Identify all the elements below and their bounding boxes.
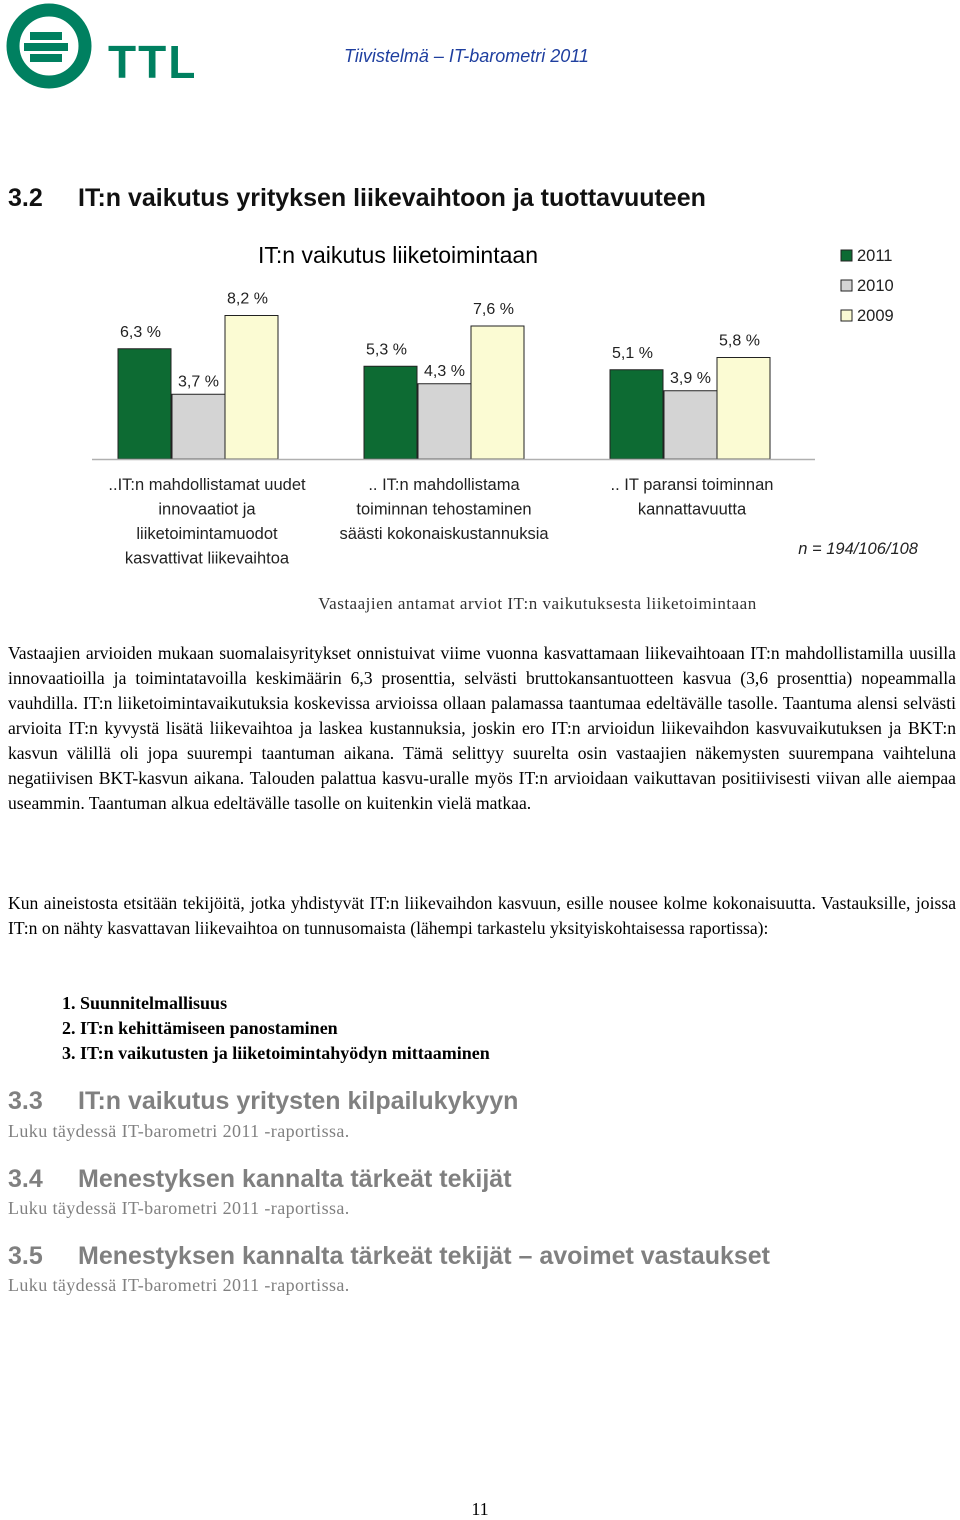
chart-bar — [172, 394, 225, 459]
section-title: IT:n vaikutus yrityksen liikevaihtoon ja tuottavuuteen — [78, 184, 706, 212]
section-3-3-note: Luku täydessä IT-barometri 2011 -raportissa. — [8, 1121, 350, 1141]
section-3-2-heading — [8, 184, 706, 213]
category-label: kasvattivat liikevaihtoa — [124, 549, 290, 568]
logo-text: TTL — [108, 36, 194, 88]
list-item: 1. Suunnitelmallisuus — [62, 993, 228, 1013]
chart-bar — [717, 358, 770, 460]
section-number: 3.2 — [8, 184, 43, 212]
header-title: Tiivistelmä – IT-barometri 2011 — [344, 46, 589, 66]
chart-bar — [418, 384, 471, 459]
category-label: säästi kokonaiskustannuksia — [339, 525, 549, 543]
chart-bar — [471, 326, 524, 459]
section-number: 3.4 — [8, 1165, 43, 1193]
section-number: 3.3 — [8, 1087, 43, 1115]
legend-swatch — [841, 250, 852, 261]
bar-value-label: 4,3 % — [424, 362, 465, 380]
section-title: IT:n vaikutus yritysten kilpailukykyyn — [78, 1087, 519, 1115]
chart-caption: Vastaajien antamat arviot IT:n vaikutuksesta liiketoimintaan — [318, 594, 757, 613]
bar-value-label: 3,9 % — [670, 369, 711, 387]
section-3-3-heading — [8, 1087, 518, 1116]
category-label: kannattavuutta — [637, 500, 747, 519]
list-item: 3. IT:n vaikutusten ja liiketoimintahyödyn mittaaminen — [62, 1043, 490, 1063]
list-item: 2. IT:n kehittämiseen panostaminen — [62, 1018, 338, 1038]
bar-value-label: 5,8 % — [719, 332, 760, 350]
legend-swatch — [841, 310, 852, 321]
bar-value-label: 6,3 % — [120, 323, 161, 341]
chart-bar — [118, 349, 171, 459]
factor-list — [62, 991, 490, 1066]
category-label: .. IT paransi toiminnan — [610, 476, 774, 494]
chart-title: IT:n vaikutus liiketoimintaan — [258, 242, 538, 268]
section-3-4-note: Luku täydessä IT-barometri 2011 -raportissa. — [8, 1198, 350, 1218]
legend-swatch — [841, 280, 852, 291]
category-label: liiketoimintamuodot — [136, 525, 278, 543]
legend-label: 2009 — [857, 307, 894, 325]
page-number: 11 — [471, 1499, 489, 1519]
body-paragraph-1: Vastaajien arvioiden mukaan suomalaisyritykset onnistuivat viime vuonna kasvattamaan liikevaihtoaan IT:n mahdollistamilla uusilla innovaatioilla ja toimintatavoilla keskimäärin 6,3 prosenttia, selvästi bruttokansantuotteen kasvua (3,6 prosenttia) nopeammalla vauhdilla. IT:n liiketoimintavaikutuksia koskevissa arvioissa ollaan palamassa taantumaa edeltävälle tasolle. Taantuma alensi selvästi arvioita IT:n kyvystä lisätä liikevaihtoa ja laskea kustannuksia, joskin ero IT:n arvioidun liikevaihdon kasvuvaikutuksen ja BKT:n kasvun välillä oli jopa suurempi taantuman aikana. Tämä selittyy suurelta osin vastaajien näkemysten suurempana vaihteluna negatiivisen BKT-kasvun aikana. Talouden palattua kasvu-uralle myös IT:n arvioidaan vaikuttavan positiivisesti viivan alle aiempaa useammin. Taantuman alkua edeltävälle tasolle on kuitenkin vielä matkaa. — [8, 643, 956, 813]
bar-value-label: 5,3 % — [366, 341, 407, 359]
bar-chart — [0, 230, 960, 580]
chart-bar — [664, 391, 717, 459]
bar-value-label: 3,7 % — [178, 373, 219, 391]
legend-label: 2010 — [857, 277, 894, 295]
bar-value-label: 5,1 % — [612, 344, 653, 362]
section-number: 3.5 — [8, 1242, 43, 1270]
category-label: toiminnan tehostaminen — [356, 500, 532, 519]
chart-bar — [610, 370, 663, 459]
ttl-logo — [4, 2, 194, 99]
body-paragraph-2: Kun aineistosta etsitään tekijöitä, jotka yhdistyvät IT:n liikevaihdon kasvuun, esille nousee kolme kokonaisuutta. Vastauksille, joissa IT:n on nähty kasvattavan liikevaihtoa on tunnusomaista (lähempi tarkastelu yksityiskohtaisessa raportissa): — [8, 893, 956, 938]
section-3-5-heading — [8, 1242, 770, 1271]
chart-bar — [364, 366, 417, 459]
category-label: .. IT:n mahdollistama — [368, 476, 520, 494]
legend-label: 2011 — [857, 247, 893, 265]
section-3-5-note: Luku täydessä IT-barometri 2011 -raportissa. — [8, 1275, 350, 1295]
section-3-4-heading — [8, 1165, 512, 1194]
bar-value-label: 8,2 % — [227, 290, 268, 308]
chart-bar — [225, 316, 278, 460]
sample-size-note: n = 194/106/108 — [798, 540, 918, 558]
section-title: Menestyksen kannalta tärkeät tekijät — [78, 1165, 512, 1193]
category-label: innovaatiot ja — [158, 500, 256, 519]
section-title: Menestyksen kannalta tärkeät tekijät – avoimet vastaukset — [78, 1242, 771, 1270]
category-label: ..IT:n mahdollistamat uudet — [108, 476, 306, 494]
bar-value-label: 7,6 % — [473, 301, 514, 318]
